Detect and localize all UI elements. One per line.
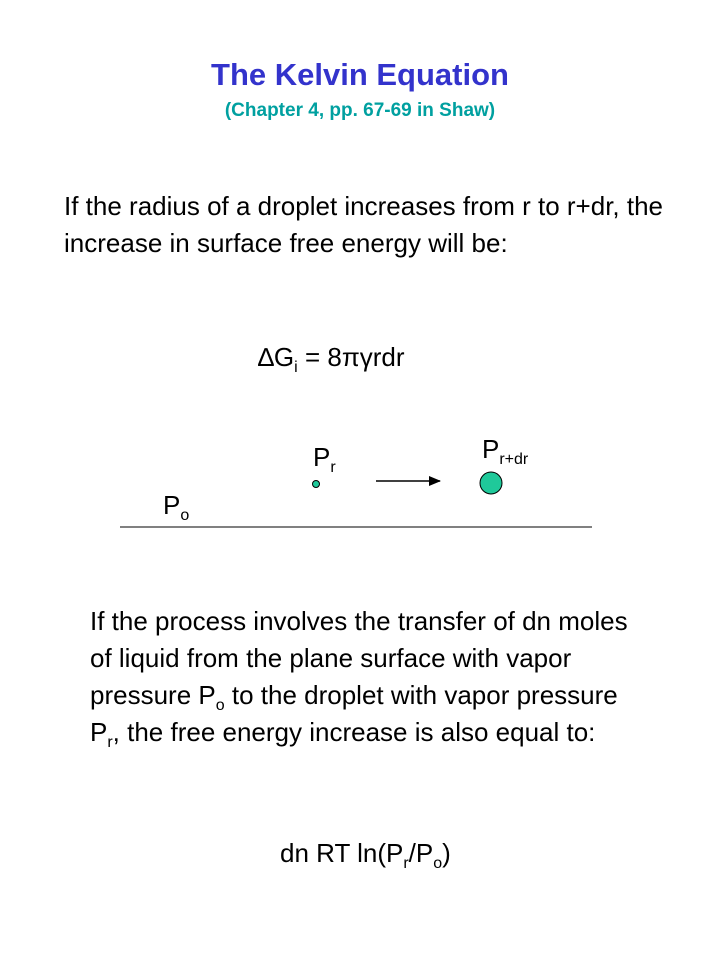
prdr-p: P	[482, 434, 500, 464]
g-subscript: i	[294, 359, 298, 376]
equals-eight: = 8	[297, 342, 342, 372]
transfer-text-1: If the process involves the transfer of dn moles of liquid from the plane surface with vapor pressure P	[90, 606, 628, 710]
eq2-post: )	[442, 838, 451, 868]
transfer-text-2: to the droplet with vapor pressure P	[90, 680, 618, 747]
transfer-sub-o: o	[215, 697, 225, 714]
po-label	[163, 488, 189, 522]
prdr-subscript: r+dr	[499, 451, 529, 468]
eq2-pre: dn RT ln(P	[280, 838, 404, 868]
rdr-term: rdr	[372, 342, 405, 372]
po-p: P	[163, 490, 181, 520]
po-subscript: o	[180, 507, 190, 524]
transfer-paragraph	[90, 603, 650, 751]
large-droplet	[480, 472, 502, 494]
intro-paragraph: If the radius of a droplet increases from r to r+dr, the increase in surface free energy will be:	[64, 191, 664, 258]
gamma-symbol: γ	[359, 342, 373, 372]
pr-p: P	[313, 442, 331, 472]
pr-label	[313, 440, 336, 474]
eq2-sub-o: o	[433, 855, 443, 872]
delta-symbol: ∆	[258, 342, 274, 372]
eq2-mid: /P	[408, 838, 434, 868]
pi-symbol: π	[341, 342, 360, 372]
eq2-sub-r: r	[403, 855, 409, 872]
small-droplet	[313, 481, 320, 488]
transfer-text-3: , the free energy increase is also equal to:	[112, 717, 596, 747]
prdr-label	[482, 432, 528, 466]
slide-subtitle: (Chapter 4, pp. 67-69 in Shaw)	[224, 100, 496, 121]
g-symbol: G	[273, 342, 295, 372]
free-energy-equation	[280, 836, 451, 870]
transfer-sub-r: r	[107, 734, 113, 751]
pr-subscript: r	[330, 459, 336, 476]
slide-title: The Kelvin Equation	[211, 57, 509, 92]
